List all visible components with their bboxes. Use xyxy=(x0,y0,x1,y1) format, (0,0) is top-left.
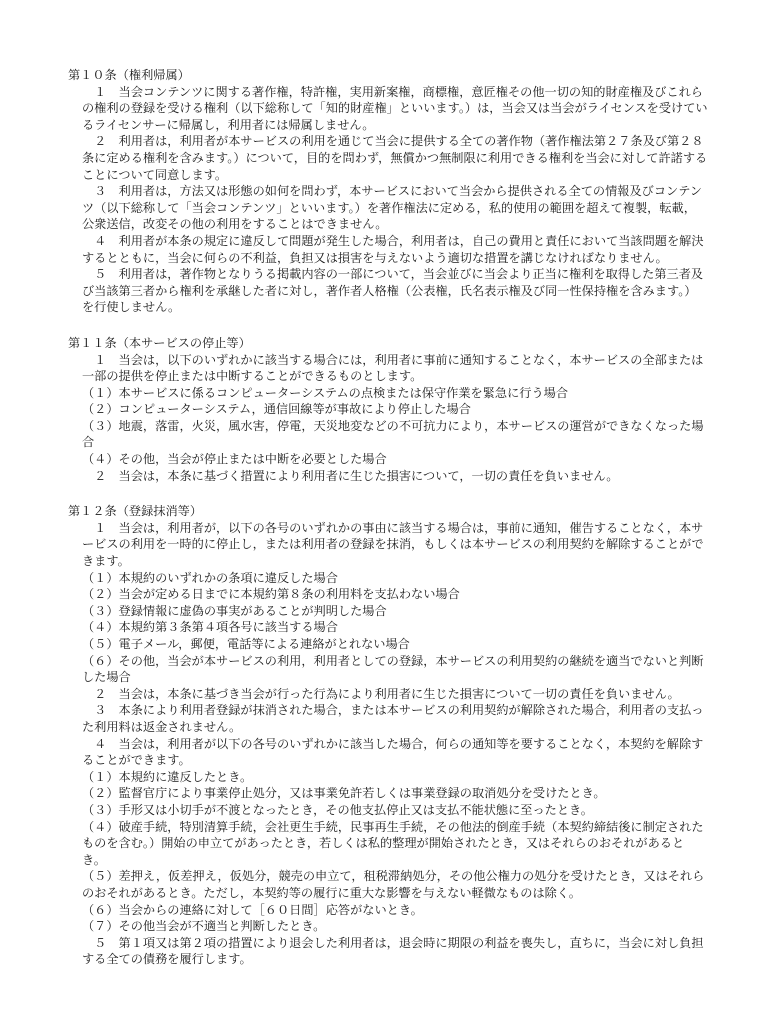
article-10 xyxy=(68,67,708,316)
article-paragraph: ４ 利用者が本条の規定に違反して問題が発生した場合，利用者は，自己の費用と責任において当該問題を解決するとともに，当会に何らの不利益，負担又は損害を与えないよう適切な措置を講じなければなりません。 xyxy=(82,233,704,265)
article-11 xyxy=(68,335,708,484)
list-item: （３）地震，落雷，火災，風水害，停電，天災地変などの不可抗力により，本サービスの運営ができなくなった場合 xyxy=(82,418,704,450)
article-paragraph: ２ 当会は，本条に基づく措置により利用者に生じた損害について，一切の責任を負いません。 xyxy=(82,468,619,483)
list-item: （６）当会からの連絡に対して［６０日間］応答がないとき。 xyxy=(82,902,423,917)
list-item: （２）監督官庁により事業停止処分，又は事業免許若しくは事業登録の取消処分を受けたとき。 xyxy=(82,786,606,801)
list-item: （３）登録情報に虚偽の事実があることが判明した場合 xyxy=(82,603,387,618)
list-item: （１）本規約に違反したとき。 xyxy=(82,769,253,784)
article-paragraph: ５ 利用者は，著作物となりうる掲載内容の一部について，当会並びに当会より正当に権利を取得した第三者及び当該第三者から権利を承継した者に対し，著作者人格権（公表権，氏名表示権及び同一性保持権を含みます。）を行使しません。 xyxy=(82,267,704,315)
article-heading: 第１２条（登録抹消等） xyxy=(68,504,203,519)
article-heading: 第１０条（権利帰属） xyxy=(68,68,190,82)
list-item: （５）電子メール，郵便，電話等による連絡がとれない場合 xyxy=(82,637,410,651)
article-paragraph: １ 当会は，以下のいずれかに該当する場合には，利用者に事前に通知することなく，本サービスの全部または一部の提供を停止または中断することができるものとします。 xyxy=(82,352,704,384)
article-12 xyxy=(68,503,708,968)
list-item: （７）その他当会が不適当と判断したとき。 xyxy=(82,919,326,934)
article-paragraph: １ 当会コンテンツに関する著作権，特許権，実用新案権，商標権，意匠権その他一切の知的財産権及びこれらの権利の登録を受ける権利（以下総称して「知的財産権」といいます。）は，当会又は当会がライセンスを受けているライセンサーに帰属し，利用者には帰属しません。 xyxy=(82,84,708,132)
list-item: （２）当会が定める日までに本規約第８条の利用料を支払わない場合 xyxy=(82,587,460,602)
list-item: （３）手形又は小切手が不渡となったとき，その他支払停止又は支払不能状態に至ったとき。 xyxy=(82,802,593,817)
article-paragraph: ２ 当会は，本条に基づき当会が行った行為により利用者に生じた損害について一切の責任を負いません。 xyxy=(82,686,680,701)
article-paragraph: １ 当会は，利用者が，以下の各号のいずれかの事由に該当する場合は，事前に通知，催告することなく，本サービスの利用を一時的に停止し，または利用者の登録を抹消，もしくは本サービスの利用契約を解除することができます。 xyxy=(82,520,704,569)
list-item: （４）本規約第３条第４項各号に該当する場合 xyxy=(82,620,338,635)
article-paragraph: ４ 当会は，利用者が以下の各号のいずれかに該当した場合，何らの通知等を要することなく，本契約を解除することができます。 xyxy=(82,736,704,768)
list-item: （１）本規約のいずれかの条項に違反した場合 xyxy=(82,570,338,585)
list-item: （４）破産手続，特別清算手続，会社更生手続，民事再生手続，その他法的倒産手続（本契約締結後に制定されたものを含む。）開始の申立てがあったとき，若しくは私的整理が開始されたとき，又はそれらのおそれがあるとき。 xyxy=(82,819,704,867)
article-paragraph: ２ 利用者は，利用者が本サービスの利用を通じて当会に提供する全ての著作物（著作権法第２７条及び第２８条に定める権利を含みます。）について，目的を問わず，無償かつ無制限に利用できる権利を当会に対して許諾することについて同意します。 xyxy=(82,134,708,182)
list-item: （５）差押え，仮差押え，仮処分，競売の申立て，租税滞納処分，その他公権力の処分を受けたとき，又はそれらのおそれがあるとき。ただし，本契約等の履行に重大な影響を与えない軽微なものは除く。 xyxy=(82,869,705,900)
article-paragraph: ３ 本条により利用者登録が抹消された場合，または本サービスの利用契約が解除された場合，利用者の支払った利用料は返金されません。 xyxy=(82,703,704,734)
terms-document xyxy=(68,67,708,968)
list-item: （１）本サービスに係るコンピューターシステムの点検または保守作業を緊急に行う場合 xyxy=(82,385,569,400)
list-item: （２）コンピューターシステム，通信回線等が事故により停止した場合 xyxy=(82,402,471,417)
article-paragraph: ５ 第１項又は第２項の措置により退会した利用者は，退会時に期限の利益を喪失し，直ちに，当会に対し負担する全ての債務を履行します。 xyxy=(82,935,704,967)
article-heading: 第１１条（本サービスの停止等） xyxy=(68,335,251,350)
list-item: （６）その他，当会が本サービスの利用，利用者としての登録，本サービスの利用契約の継続を適当でないと判断した場合 xyxy=(82,653,704,685)
article-paragraph: ３ 利用者は，方法又は形態の如何を問わず，本サービスにおいて当会から提供される全ての情報及びコンテンツ（以下総称して「当会コンテンツ」といいます。）を著作権法に定める，私的使用の範囲を超えて複製，転載，公衆送信，改変その他の利用をすることはできません。 xyxy=(82,184,702,232)
list-item: （４）その他，当会が停止または中断を必要とした場合 xyxy=(82,452,387,467)
